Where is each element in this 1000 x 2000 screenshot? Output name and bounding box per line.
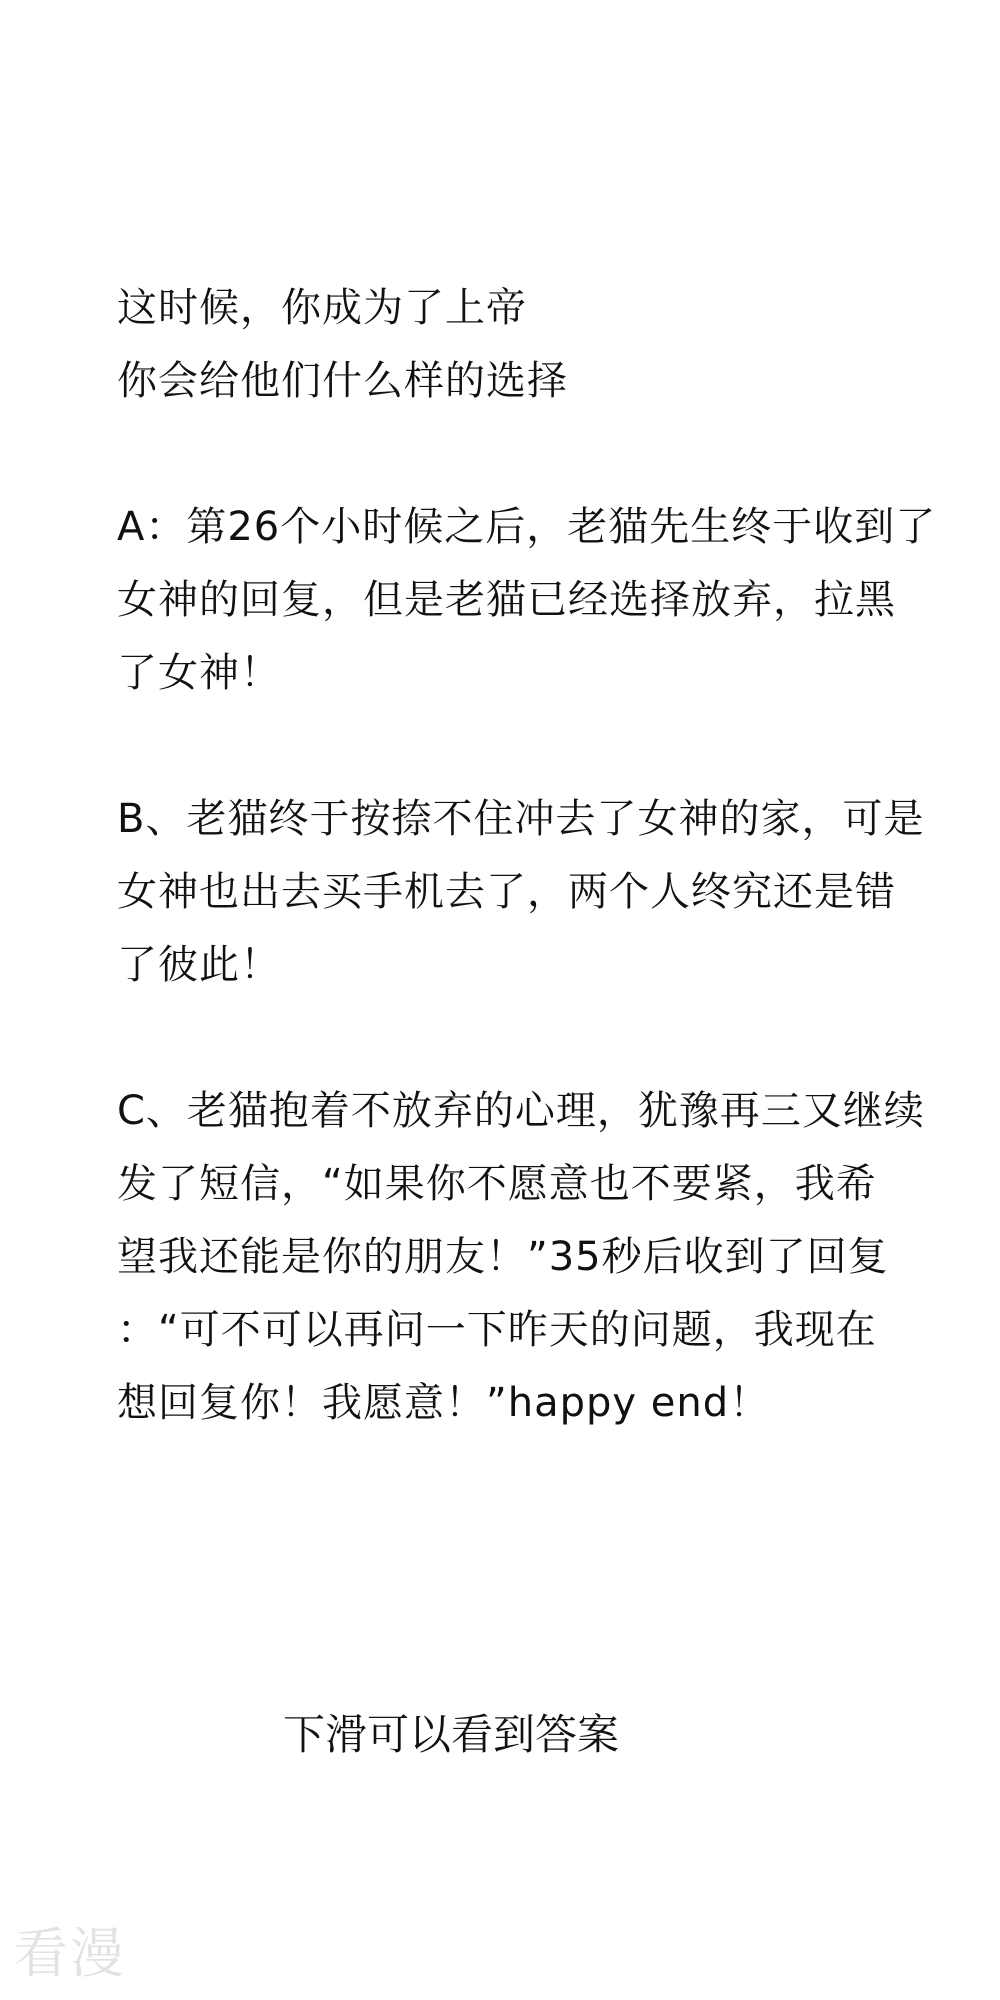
intro-paragraph [117, 272, 957, 418]
option-line: B、老猫终于按捺不住冲去了女神的家，可是 [117, 796, 925, 842]
option-c [117, 1075, 957, 1440]
option-line: 了女神！ [117, 650, 281, 696]
option-line: 女神也出去买手机去了，两个人终究还是错 [117, 869, 896, 915]
watermark-logo: 看漫 [14, 1922, 126, 1985]
scroll-hint: 下滑可以看到答案 [283, 1710, 620, 1759]
option-line: 了彼此！ [117, 942, 281, 988]
option-line: 望我还能是你的朋友！”35秒后收到了回复 [117, 1234, 889, 1280]
intro-line: 你会给他们什么样的选择 [117, 358, 568, 404]
option-line: ：“可不可以再问一下昨天的问题，我现在 [117, 1307, 877, 1353]
option-line: 女神的回复，但是老猫已经选择放弃，拉黑 [117, 577, 896, 623]
option-line: A：第26个小时候之后，老猫先生终于收到了 [117, 504, 937, 550]
option-line: C、老猫抱着不放弃的心理，犹豫再三又继续 [117, 1088, 925, 1134]
option-line: 发了短信，“如果你不愿意也不要紧，我希 [117, 1161, 877, 1207]
option-b [117, 783, 957, 1002]
intro-line: 这时候，你成为了上帝 [117, 285, 527, 331]
option-a [117, 491, 957, 710]
option-line: 想回复你！我愿意！”happy end！ [117, 1380, 771, 1426]
story-text [117, 272, 957, 1513]
